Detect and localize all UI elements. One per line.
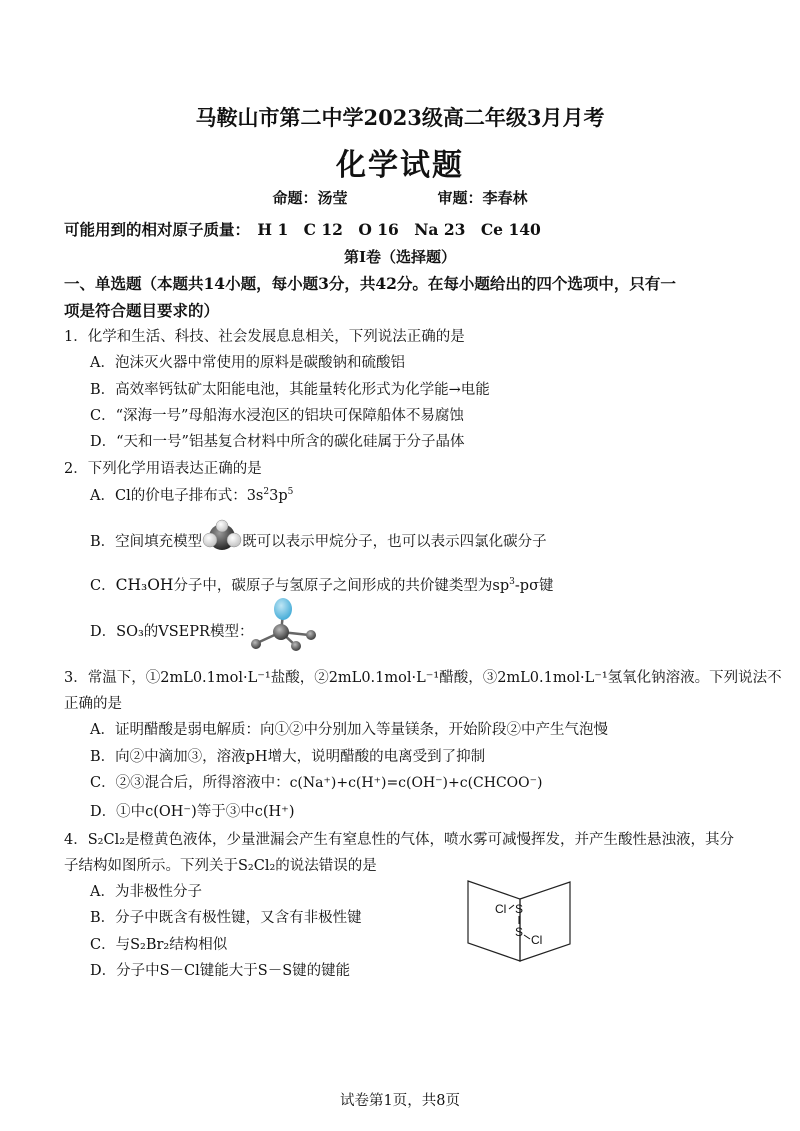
q2-b-text-post: 既可以表示甲烷分子，也可以表示四氯化碳分子: [242, 534, 547, 550]
atomic-mass-item: H 1: [257, 220, 289, 239]
atomic-mass-item: C 12: [303, 220, 343, 239]
author: 命题：汤莹: [272, 189, 348, 207]
q3-option-a: A．证明醋酸是弱电解质：向①②中分别加入等量镁条，开始阶段②中产生气泡慢: [90, 722, 608, 738]
atomic-masses: [64, 218, 551, 240]
q3-option-b: B．向②中滴加③，溶液pH增大，说明醋酸的电离受到了抑制: [90, 749, 486, 765]
q2-d-formula: SO₃: [116, 624, 144, 640]
q2-a-text: A．Cl的价电子排布式：3s: [90, 488, 264, 504]
q4-option-b: B．分子中既含有极性键，又含有非极性键: [90, 910, 362, 926]
q2-d-pre: D．: [90, 624, 117, 640]
q3-option-d: D．①中c(OH⁻)等于③中c(H⁺): [90, 804, 295, 820]
q1-option-d: D．“天和一号”铝基复合材料中所含的碳化硅属于分子晶体: [90, 434, 465, 450]
q2-c-sup: 3: [509, 577, 515, 588]
atomic-masses-label: 可能用到的相对原子质量：: [64, 220, 251, 239]
q3-c-expression: c(Na⁺)+c(H⁺)=c(OH⁻)+c(CHCOO⁻): [289, 775, 543, 791]
q2-c-pre: C．: [90, 578, 116, 594]
subject-title: 化学试题: [336, 148, 464, 183]
q3-option-c: [90, 771, 542, 792]
atomic-mass-item: Na 23: [414, 220, 466, 239]
q2-d-post: 的VSEPR模型：: [143, 624, 254, 640]
s2cl2-structure-diagram: [467, 873, 577, 963]
q3-c-pre: C．②③混合后，所得溶液中：: [90, 775, 290, 791]
q4-option-c: C．与S₂Br₂结构相似: [90, 937, 228, 953]
atomic-mass-item: Ce 140: [480, 220, 541, 239]
fig-label-s1: S: [515, 902, 524, 916]
section-heading: 第Ⅰ卷（选择题）: [343, 248, 457, 266]
fig-label-cl2: Cl: [531, 933, 543, 947]
q1-option-b: B．高效率钙钛矿太阳能电池，其能量转化形式为化学能→电能: [90, 382, 490, 398]
page-footer: 试卷第1页，共8页: [340, 1093, 460, 1109]
q4-option-a: A．为非极性分子: [90, 884, 202, 900]
exam-title: 马鞍山市第二中学2023级高二年级3月月考: [195, 105, 605, 130]
q4-option-d: D．分子中S－Cl键能大于S－S键的键能: [90, 963, 351, 979]
mcq-intro-line2: 项是符合题目要求的）: [64, 301, 220, 320]
vsepr-model-icon: [245, 598, 325, 658]
q3-stem-line1: 3．常温下，①2mL0.1mol·L⁻¹盐酸，②2mL0.1mol·L⁻¹醋酸，③2mL0.1mol·L⁻¹氢氧化钠溶液。下列说法不: [64, 670, 782, 686]
q2-c-formula: CH₃OH: [115, 576, 174, 594]
q2-a-text-mid: 3p: [269, 488, 288, 504]
q4-stem-line1: 4．S₂Cl₂是橙黄色液体，少量泄漏会产生有窒息性的气体，喷水雾可减慢挥发，并产生酸性悬浊液，其分: [64, 832, 735, 848]
atomic-mass-item: O 16: [358, 220, 399, 239]
q2-option-c: [90, 574, 554, 595]
q2-option-b: [90, 530, 547, 551]
q2-c-mid: 分子中，碳原子与氢原子之间形成的共价键类型为sp: [173, 578, 510, 594]
q2-stem: 2．下列化学用语表达正确的是: [64, 461, 262, 477]
q2-b-text-pre: B．空间填充模型: [90, 534, 203, 550]
space-filling-model-icon: [202, 520, 242, 554]
q4-stem-line2: 子结构如图所示。下列关于S₂Cl₂的说法错误的是: [64, 858, 377, 874]
q2-a-sup-s: 2: [263, 487, 270, 498]
q1-stem: 1．化学和生活、科技、社会发展息息相关，下列说法正确的是: [64, 329, 465, 345]
mcq-intro-line1: 一、单选题（本题共14小题，每小题3分，共42分。在每小题给出的四个选项中，只有一: [64, 274, 676, 293]
q2-option-a: [90, 484, 293, 505]
q2-c-post: -pσ键: [514, 578, 554, 594]
authors-line: [0, 187, 800, 208]
reviewer: 审题：李春林: [437, 189, 528, 207]
q1-option-a: A．泡沫灭火器中常使用的原料是碳酸钠和硫酸铝: [90, 355, 405, 371]
fig-label-s2: S: [515, 925, 524, 939]
fig-label-cl1: Cl: [495, 902, 507, 916]
q1-option-c: C．“深海一号”母船海水浸泡区的铝块可保障船体不易腐蚀: [90, 408, 464, 424]
q3-stem-line2: 正确的是: [64, 696, 122, 712]
q2-option-d: [90, 620, 253, 641]
q2-a-sup-p: 5: [287, 487, 294, 498]
